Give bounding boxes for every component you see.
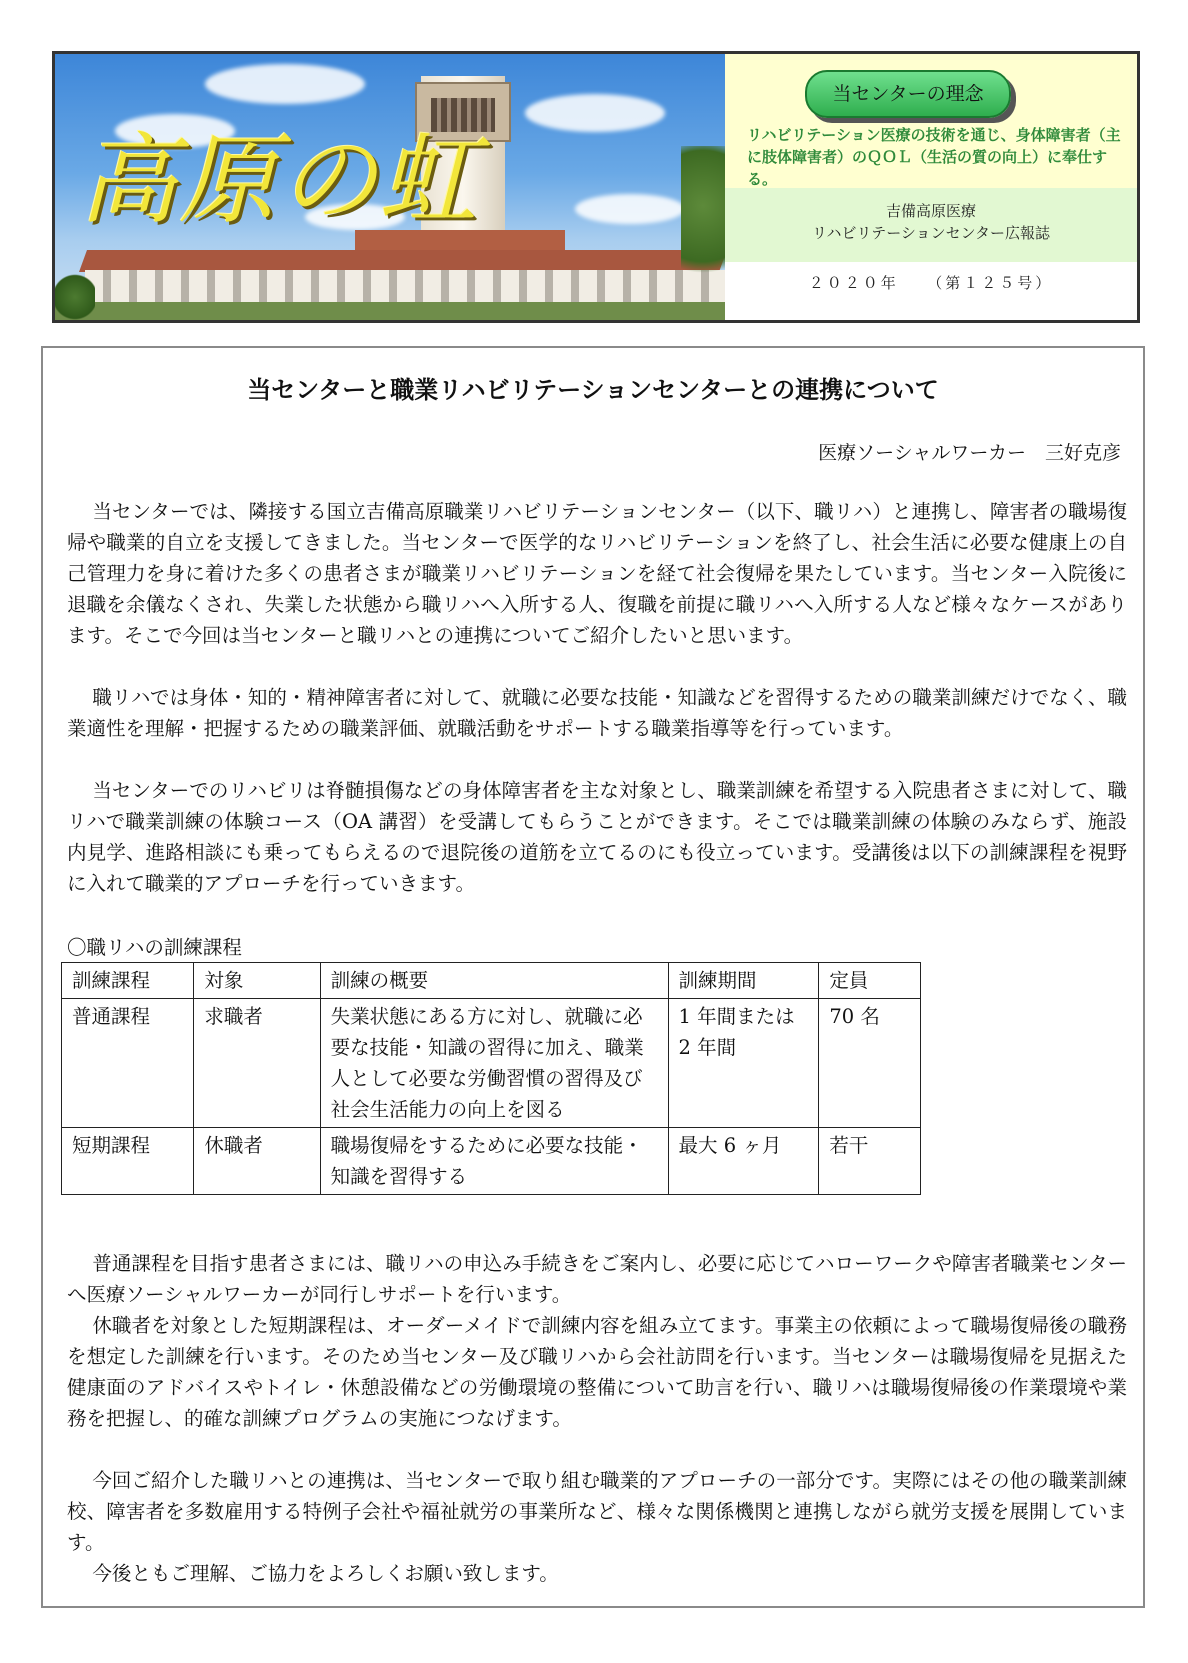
table-cell: 70 名 [819,999,921,1128]
article-author: 医療ソーシャルワーカー 三好克彦 [818,442,1121,464]
table-cell: 失業状態にある方に対し、就職に必要な技能・知識の習得に加え、職業人として必要な労働習慣の習得及び社会生活能力の向上を図る [320,999,668,1128]
paragraph-5: 休職者を対象とした短期課程は、オーダーメイドで訓練内容を組み立てます。事業主の依頼によって職場復帰後の職務を想定した訓練を行います。そのため当センター及び職リハから会社訪問を行います。当センターは職場復帰を見据えた健康面のアドバイスやトイレ・休憩設備などの労働環境の整備について助言を行い、職リハは職場復帰後の作業環境や業務を把握し、的確な訓練プログラムの実施につなげます。 [67,1314,1127,1430]
table-header-cell: 対象 [194,963,320,999]
table-header-cell: 定員 [819,963,921,999]
publisher-line-2: リハビリテーションセンター広報誌 [811,224,1051,242]
table-header-cell: 訓練期間 [668,963,819,999]
paragraph-7: 今後ともご理解、ご協力をよろしくお願い致します。 [92,1562,559,1585]
table-header-row [62,963,921,999]
paragraph-6: 今回ご紹介した職リハとの連携は、当センターで取り組む職業的アプローチの一部分です。実際にはその他の職業訓練校、障害者を多数雇用する特例子会社や福祉就労の事業所など、様々な関係機関と連携しながら就労支援を展開しています。 [67,1469,1127,1554]
table-title: 〇職リハの訓練課程 [67,936,242,959]
article-title: 当センターと職業リハビリテーションセンターとの連携について [247,376,939,404]
table-header-cell: 訓練課程 [62,963,194,999]
paragraph-3: 当センターでのリハビリは脊髄損傷などの身体障害者を主な対象とし、職業訓練を希望する入院患者さまに対して、職リハで職業訓練の体験コース（OA 講習）を受講してもらうことができます。そこでは職業訓練の体験のみならず、施設内見学、進路相談にも乗ってもらえるので退院後の道筋を立てるのにも役立っています。受講後は以下の訓練課程を視野に入れて職業的アプローチを行っていきます。 [67,779,1127,895]
paragraph-4: 普通課程を目指す患者さまには、職リハの申込み手続きをご案内し、必要に応じてハローワークや障害者職業センターへ医療ソーシャルワーカーが同行しサポートを行います。 [67,1252,1127,1306]
training-courses-table [61,962,921,1195]
table-row [62,1128,921,1195]
table-cell: 最大 6 ヶ月 [668,1128,819,1195]
philosophy-label-badge: 当センターの理念 [805,70,1011,118]
table-cell: 若干 [819,1128,921,1195]
banner-info-panel [725,54,1137,320]
newsletter-banner [52,51,1140,323]
newsletter-logo-title: 高原の虹 [79,124,480,238]
table-cell: 普通課程 [62,999,194,1128]
table-cell: 休職者 [194,1128,320,1195]
paragraph-1: 当センターでは、隣接する国立吉備高原職業リハビリテーションセンター（以下、職リハ）と連携し、障害者の職場復帰や職業的自立を支援してきました。当センターで医学的なリハビリテーションを終了し、社会生活に必要な健康上の自己管理力を身に着けた多くの患者さまが職業リハビリテーションを経て社会復帰を果たしています。当センター入院後に退職を余儀なくされ、失業した状態から職リハへ入所する人、復職を前提に職リハへ入所する人など様々なケースがあります。そこで今回は当センターと職リハとの連携についてご紹介したいと思います。 [67,500,1127,647]
table-header-cell: 訓練の概要 [320,963,668,999]
table-cell: 1 年間または 2 年間 [668,999,819,1128]
table-cell: 職場復帰をするために必要な技能・知識を習得する [320,1128,668,1195]
issue-number: ２０２０年 （第１２５号） [808,274,1054,292]
paragraph-2: 職リハでは身体・知的・精神障害者に対して、就職に必要な技能・知識などを習得するための職業訓練だけでなく、職業適性を理解・把握するための職業評価、就職活動をサポートする職業指導等を行っています。 [67,686,1127,740]
table-cell: 求職者 [194,999,320,1128]
publisher-line-1: 吉備高原医療 [885,202,976,220]
table-row [62,999,921,1128]
article-box [41,346,1145,1608]
building-photo [55,54,725,320]
publisher-name [725,200,1137,244]
table-cell: 短期課程 [62,1128,194,1195]
philosophy-text: リハビリテーション医療の技術を通じ、身体障害者（主に肢体障害者）のＱＯＬ（生活の質の向上）に奉仕する。 [747,126,1121,188]
